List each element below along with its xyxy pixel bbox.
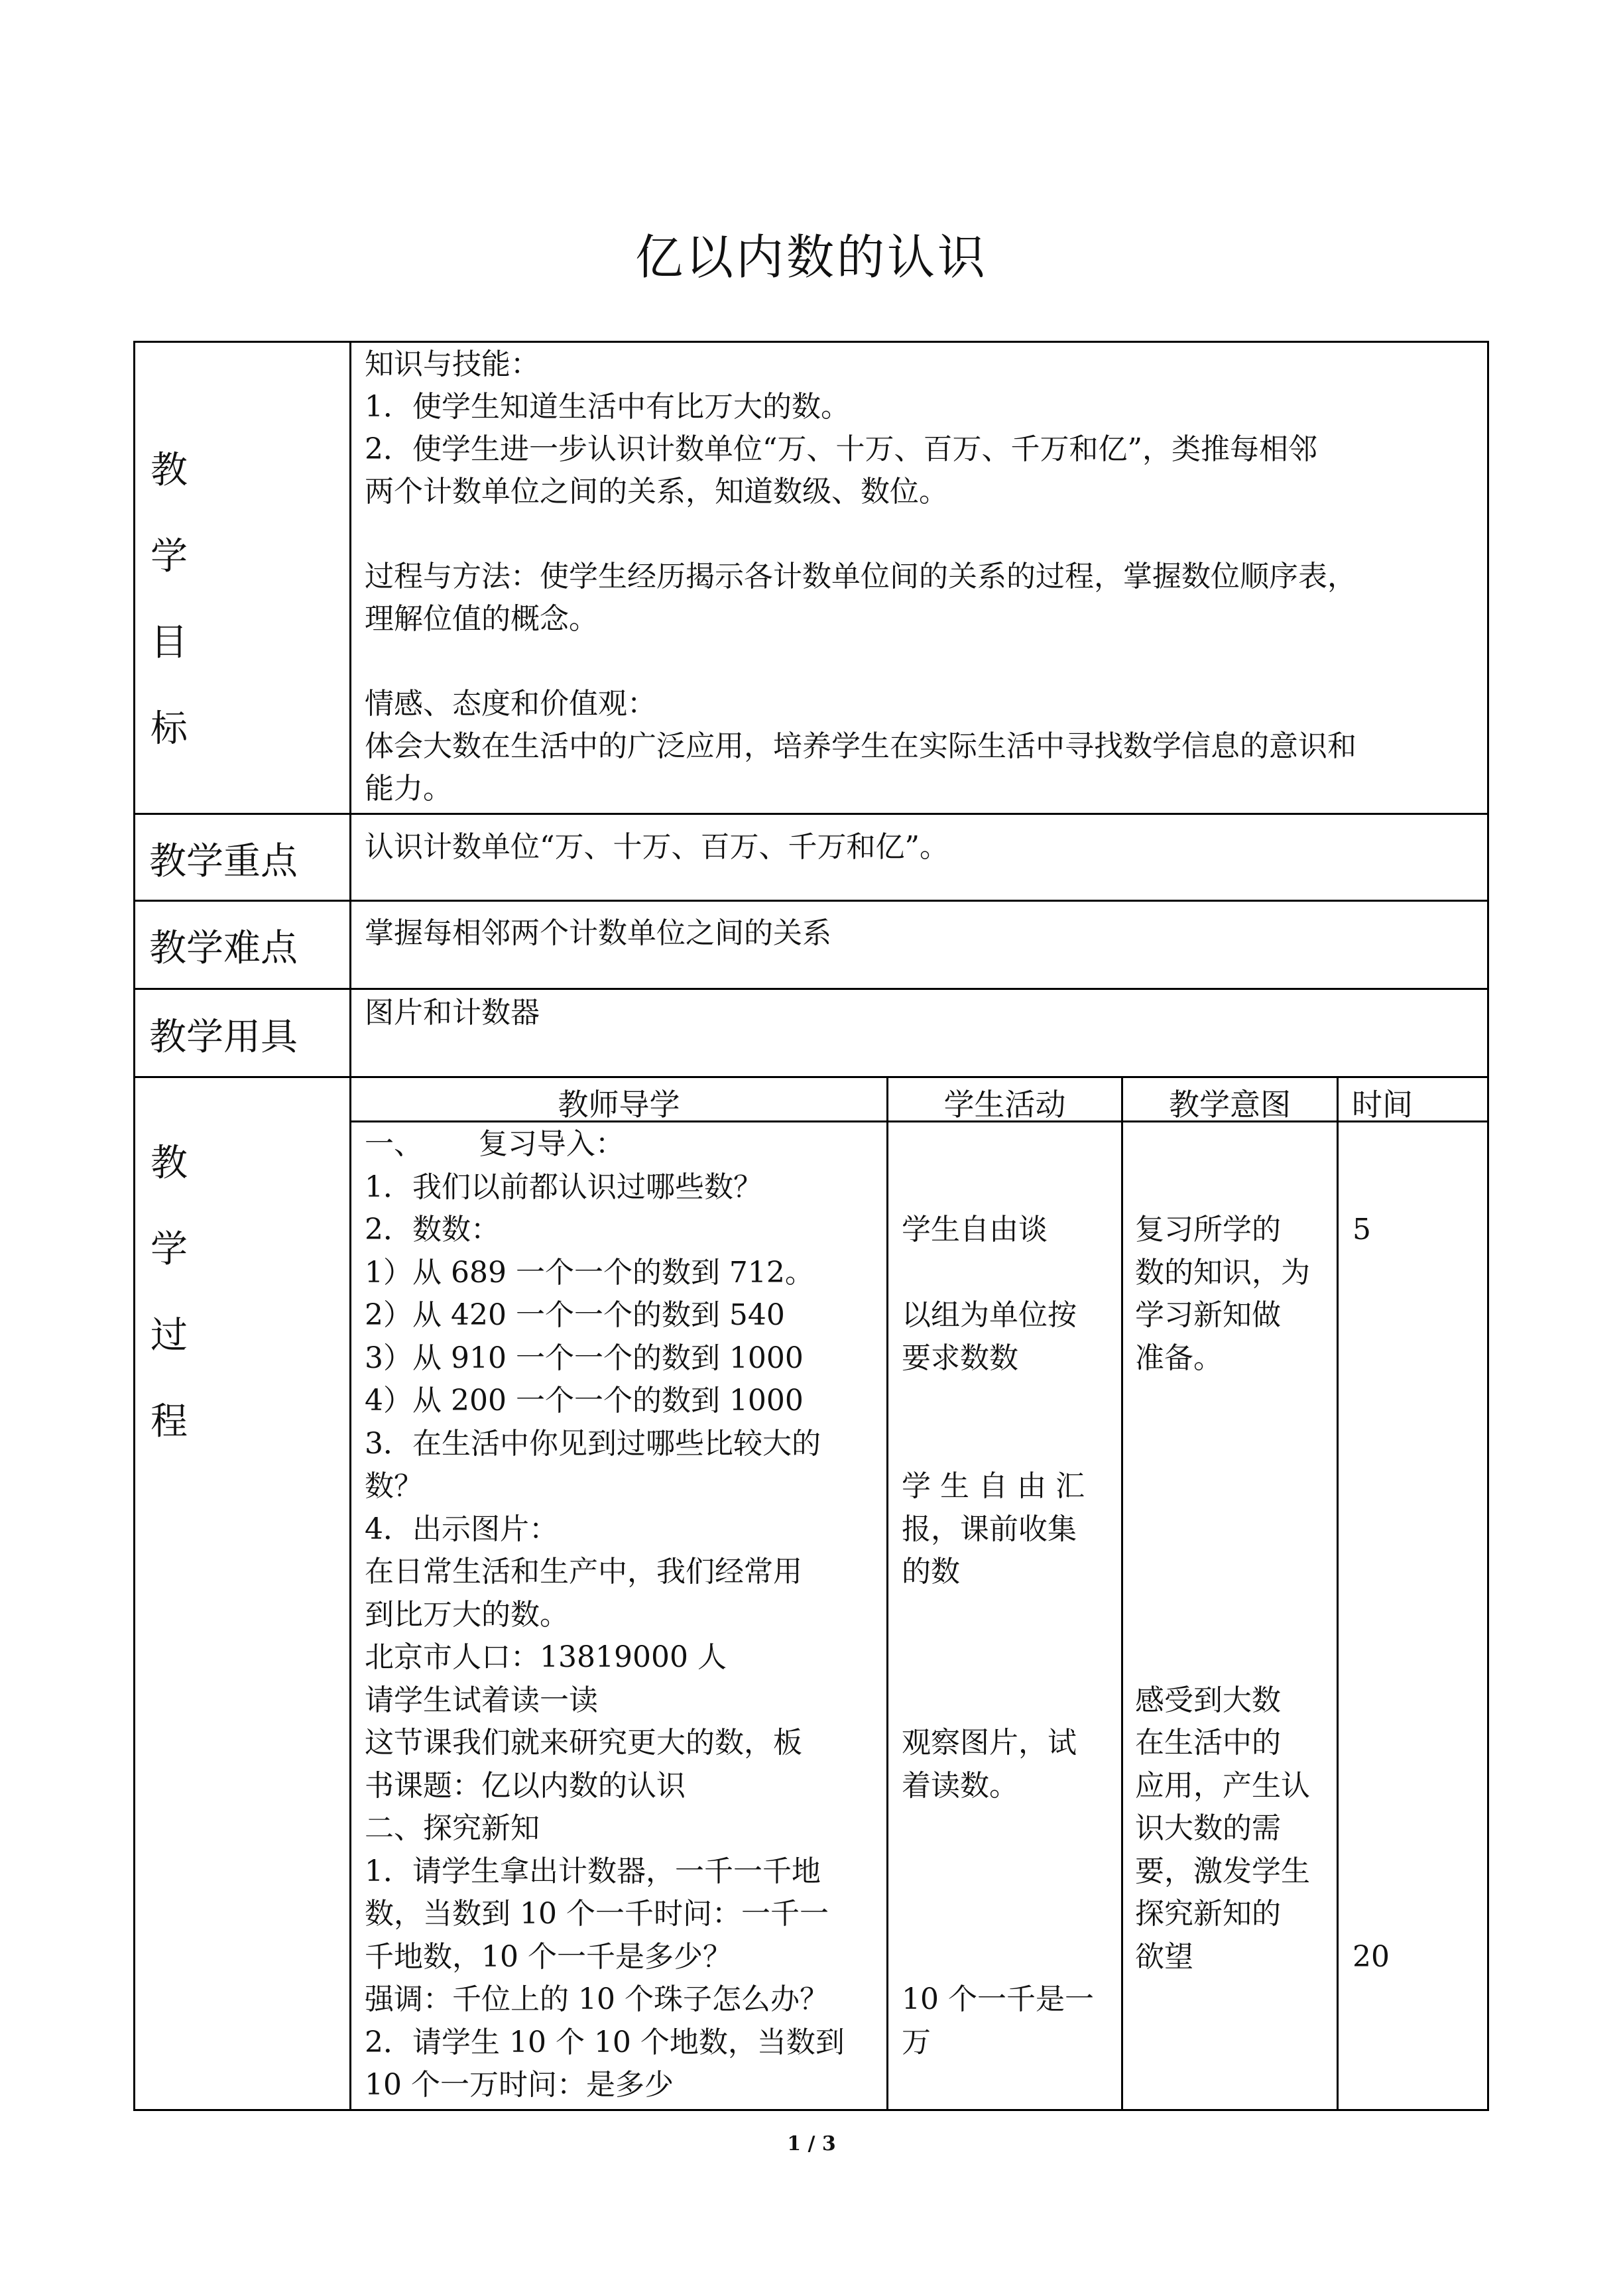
objectives-text (365, 343, 1485, 810)
teacher-line: 数？ (365, 1469, 423, 1503)
student-activity-line: 学生自由谈 (902, 1213, 1048, 1246)
student-activity-line: 万 (902, 2025, 931, 2059)
teacher-line: 在日常生活和生产中，我们经常用 (365, 1555, 802, 1589)
objectives-label (129, 441, 209, 786)
teacher-line: 3）从 910 一个一个的数到 1000 (365, 1341, 804, 1375)
intent-line: 在生活中的 (1135, 1726, 1281, 1760)
label-char: 目 (150, 621, 188, 664)
teacher-line: 4）从 200 一个一个的数到 1000 (365, 1384, 804, 1418)
teacher-line: 3．在生活中你见到过哪些比较大的 (365, 1426, 821, 1461)
intent-line: 要，激发学生 (1135, 1854, 1310, 1888)
teacher-line: 1．请学生拿出计数器，一千一千地 (365, 1854, 821, 1888)
key-point-text: 认识计数单位“万、十万、百万、千万和亿”。 (365, 830, 949, 864)
key-point-label: 教学重点 (149, 840, 298, 883)
teacher-line: 到比万大的数。 (365, 1597, 569, 1632)
teacher-line: 2）从 420 一个一个的数到 540 (365, 1298, 785, 1332)
header-student: 学生活动 (943, 1087, 1066, 1122)
column-divider (886, 1076, 888, 2111)
teacher-line: 2．请学生 10 个 10 个地数，当数到 (365, 2025, 845, 2059)
label-char: 学 (150, 535, 188, 578)
objective-line: 过程与方法：使学生经历揭示各计数单位间的关系的过程，掌握数位顺序表， (365, 560, 1356, 593)
student-activity-line: 10 个一千是一 (902, 1982, 1094, 2016)
row-divider (133, 988, 1489, 990)
intent-line: 感受到大数 (1135, 1683, 1281, 1717)
teacher-line: 千地数，10 个一千是多少？ (365, 1939, 732, 1974)
teacher-line: 2．数数： (365, 1213, 500, 1246)
intent-line: 学习新知做 (1135, 1298, 1281, 1332)
page-title: 亿以内数的认识 (634, 229, 988, 285)
time-value: 20 (1352, 1939, 1390, 1974)
objective-line: 情感、态度和价值观： (365, 687, 656, 721)
objective-line: 两个计数单位之间的关系，知道数级、数位。 (365, 475, 948, 509)
label-char: 教 (150, 449, 188, 492)
student-activity-line: 报，课前收集 (902, 1512, 1077, 1546)
objective-line (365, 513, 1485, 556)
objective-line: 理解位值的概念。 (365, 602, 598, 636)
row-divider (133, 1076, 1489, 1078)
header-intent: 教学意图 (1169, 1087, 1291, 1122)
teacher-line: 数，当数到 10 个一千时问：一千一 (365, 1897, 829, 1931)
teacher-line: 北京市人口：13819000 人 (365, 1640, 727, 1674)
time-value: 5 (1352, 1213, 1371, 1246)
student-activity-line: 着读数。 (902, 1768, 1018, 1803)
student-activity-line: 要求数数 (902, 1341, 1018, 1375)
header-teacher: 教师导学 (558, 1087, 680, 1122)
student-activity-line: 的数 (902, 1555, 960, 1589)
process-label (129, 1134, 209, 1479)
objective-line: 体会大数在生活中的广泛应用，培养学生在实际生活中寻找数学信息的意识和 (365, 729, 1356, 763)
objective-line: 能力。 (365, 772, 452, 806)
objective-line: 2．使学生进一步认识计数单位“万、十万、百万、千万和亿”，类推每相邻 (365, 432, 1317, 466)
teacher-line: 这节课我们就来研究更大的数，板 (365, 1726, 802, 1760)
intent-line: 复习所学的 (1135, 1213, 1281, 1246)
student-activity-line: 以组为单位按 (902, 1298, 1077, 1332)
label-char: 教 (150, 1142, 188, 1185)
column-divider (1121, 1076, 1123, 2111)
tools-text: 图片和计数器 (365, 996, 540, 1030)
label-char: 过 (150, 1314, 188, 1357)
teacher-line: 强调：千位上的 10 个珠子怎么办？ (365, 1982, 829, 2016)
teacher-line: 一、 复习导入： (365, 1127, 625, 1161)
difficulty-text: 掌握每相邻两个计数单位之间的关系 (365, 916, 831, 950)
teacher-line: 4．出示图片： (365, 1512, 558, 1546)
label-char: 标 (150, 707, 188, 751)
page-number: 1 / 3 (787, 2132, 836, 2155)
difficulty-label: 教学难点 (149, 927, 298, 970)
teacher-line: 书课题：亿以内数的认识 (365, 1768, 686, 1803)
teacher-line: 1．我们以前都认识过哪些数？ (365, 1170, 762, 1204)
student-activity-line: 观察图片，试 (902, 1726, 1077, 1760)
header-time: 时间 (1352, 1087, 1413, 1122)
teacher-line: 请学生试着读一读 (365, 1683, 598, 1717)
label-char: 学 (150, 1228, 188, 1271)
teacher-line: 1）从 689 一个一个的数到 712。 (365, 1255, 814, 1290)
intent-line: 欲望 (1135, 1939, 1193, 1974)
intent-line: 准备。 (1135, 1341, 1223, 1375)
label-char: 程 (150, 1400, 188, 1443)
intent-line: 识大数的需 (1135, 1811, 1281, 1845)
intent-line: 应用，产生认 (1135, 1768, 1310, 1803)
teacher-line: 10 个一万时问：是多少 (365, 2068, 674, 2102)
row-divider (133, 900, 1489, 902)
column-divider (1337, 1076, 1339, 2111)
teacher-line: 二、探究新知 (365, 1811, 540, 1845)
intent-line: 数的知识，为 (1135, 1255, 1310, 1290)
column-divider (349, 341, 351, 2111)
objective-line: 知识与技能： (365, 347, 540, 381)
objective-line: 1．使学生知道生活中有比万大的数。 (365, 390, 850, 424)
intent-line: 探究新知的 (1135, 1897, 1281, 1931)
tools-label: 教学用具 (149, 1016, 298, 1059)
objective-line (365, 640, 1485, 683)
student-activity-line: 学 生 自 由 汇 (902, 1469, 1085, 1503)
row-divider (133, 813, 1489, 815)
